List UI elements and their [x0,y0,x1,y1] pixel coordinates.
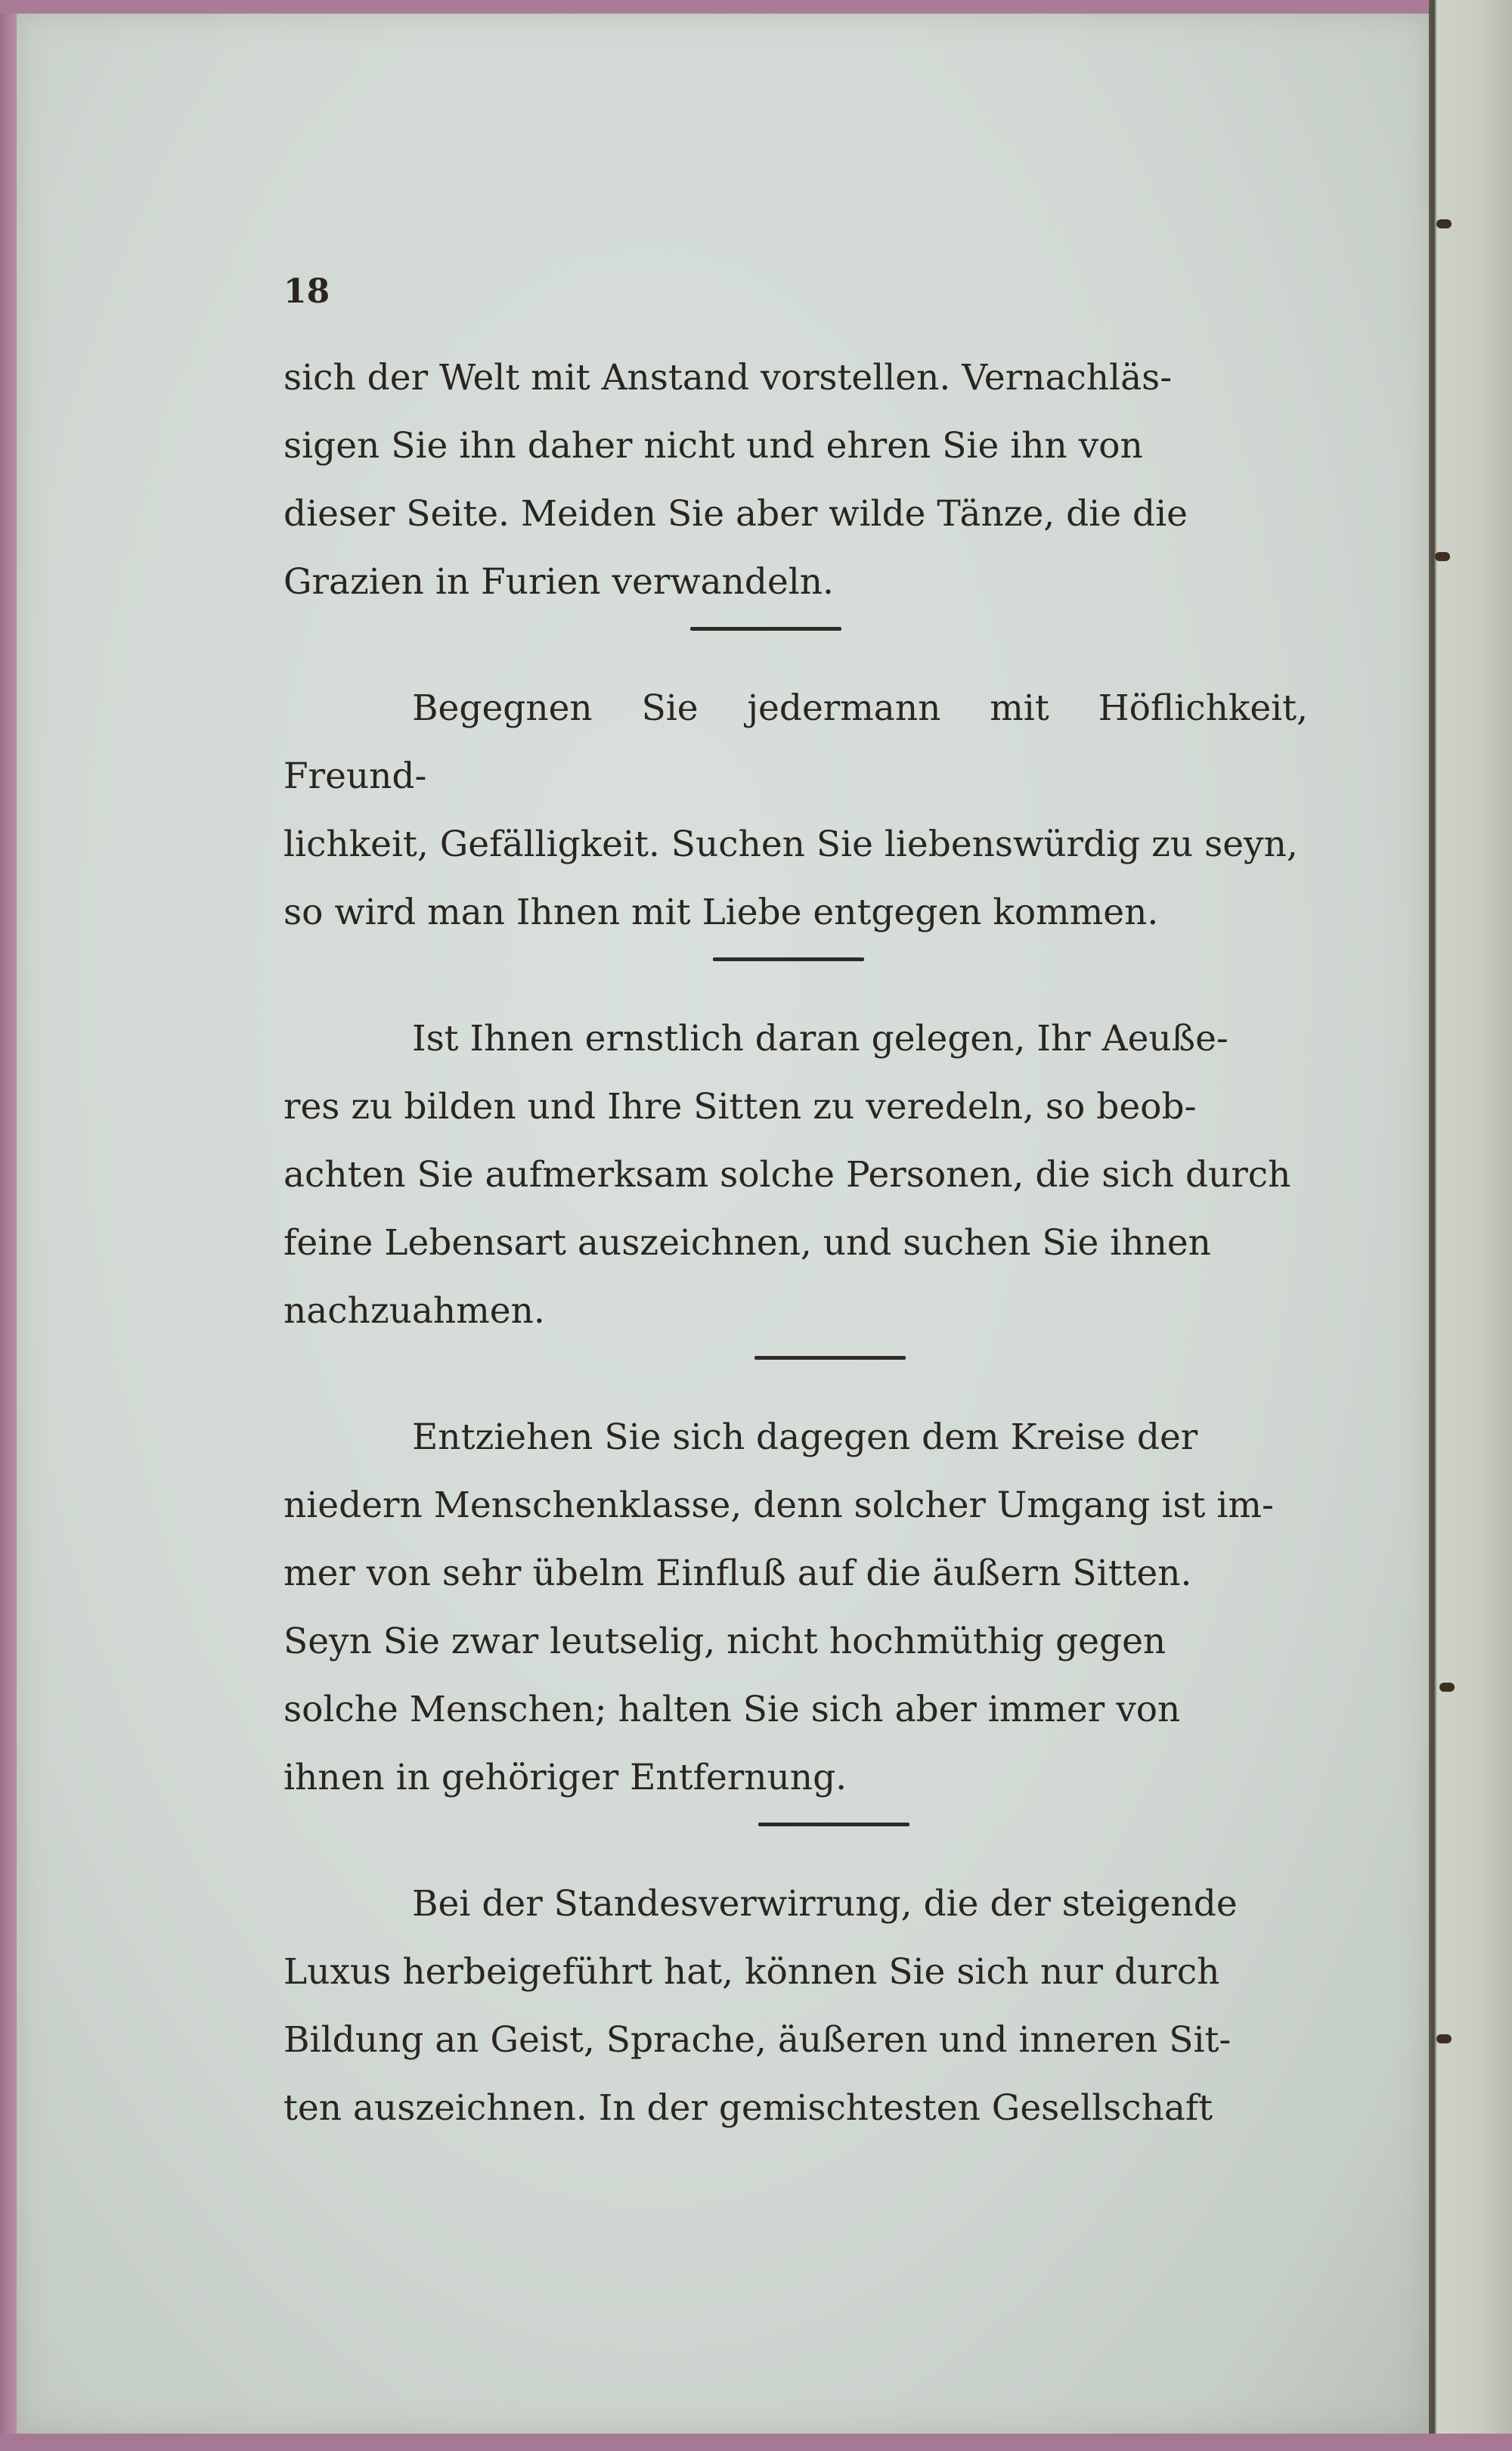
text-line: niedern Menschenklasse, denn solcher Umgang ist im- [284,1485,1274,1526]
text-line: Ist Ihnen ernstlich daran gelegen, Ihr Aeuße- [412,1018,1228,1060]
paragraph [284,1404,1308,1812]
binding-stitch [1436,219,1452,228]
cover-cloth-top [0,0,1436,14]
section-divider [690,627,841,631]
paragraph [284,1005,1308,1345]
text-line: solche Menschen; halten Sie sich aber immer von [284,1689,1181,1730]
paragraph [284,344,1308,616]
text-line: ihnen in gehöriger Entfernung. [284,1757,847,1798]
text-line: Bei der Standesverwirrung, die der steigende [412,1883,1238,1925]
binding-stitch [1436,2034,1452,2043]
text-line: nachzuahmen. [284,1290,545,1332]
next-page-edge [1429,0,1512,2451]
text-line: ten auszeichnen. In der gemischtesten Gesellschaft [284,2087,1213,2129]
page-text [284,344,1308,2142]
text-line: sich der Welt mit Anstand vorstellen. Vernachläs- [284,357,1173,399]
text-line: so wird man Ihnen mit Liebe entgegen kommen. [284,892,1159,933]
text-line: Entziehen Sie sich dagegen dem Kreise der [412,1416,1198,1458]
text-line: sigen Sie ihn daher nicht und ehren Sie ihn von [284,425,1143,467]
text-line: Bildung an Geist, Sprache, äußeren und inneren Sit- [284,2019,1232,2061]
text-line: feine Lebensart auszeichnen, und suchen Sie ihnen [284,1222,1211,1264]
paragraph [284,1870,1308,2142]
text-line: Luxus herbeigeführt hat, können Sie sich nur durch [284,1951,1220,1993]
text-line: res zu bilden und Ihre Sitten zu veredeln, so beob- [284,1086,1197,1128]
text-line: dieser Seite. Meiden Sie aber wilde Tänze, die die [284,493,1188,535]
text-line: Begegnen Sie jedermann mit Höflichkeit, Freund- [284,687,1308,797]
text-line: lichkeit, Gefälligkeit. Suchen Sie liebenswürdig zu seyn, [284,824,1298,865]
binding-stitch [1435,552,1450,561]
section-divider [754,1356,906,1360]
text-line: achten Sie aufmerksam solche Personen, die sich durch [284,1154,1291,1196]
section-divider [758,1823,909,1826]
paragraph [284,675,1308,947]
section-divider [713,957,864,961]
text-line: mer von sehr übelm Einfluß auf die äußern Sitten. [284,1553,1192,1594]
cover-cloth-bottom [0,2434,1512,2451]
binding-stitch [1439,1683,1455,1692]
text-line: Grazien in Furien verwandeln. [284,561,834,603]
page-number: 18 [284,272,330,311]
text-line: Seyn Sie zwar leutselig, nicht hochmüthig gegen [284,1621,1167,1662]
